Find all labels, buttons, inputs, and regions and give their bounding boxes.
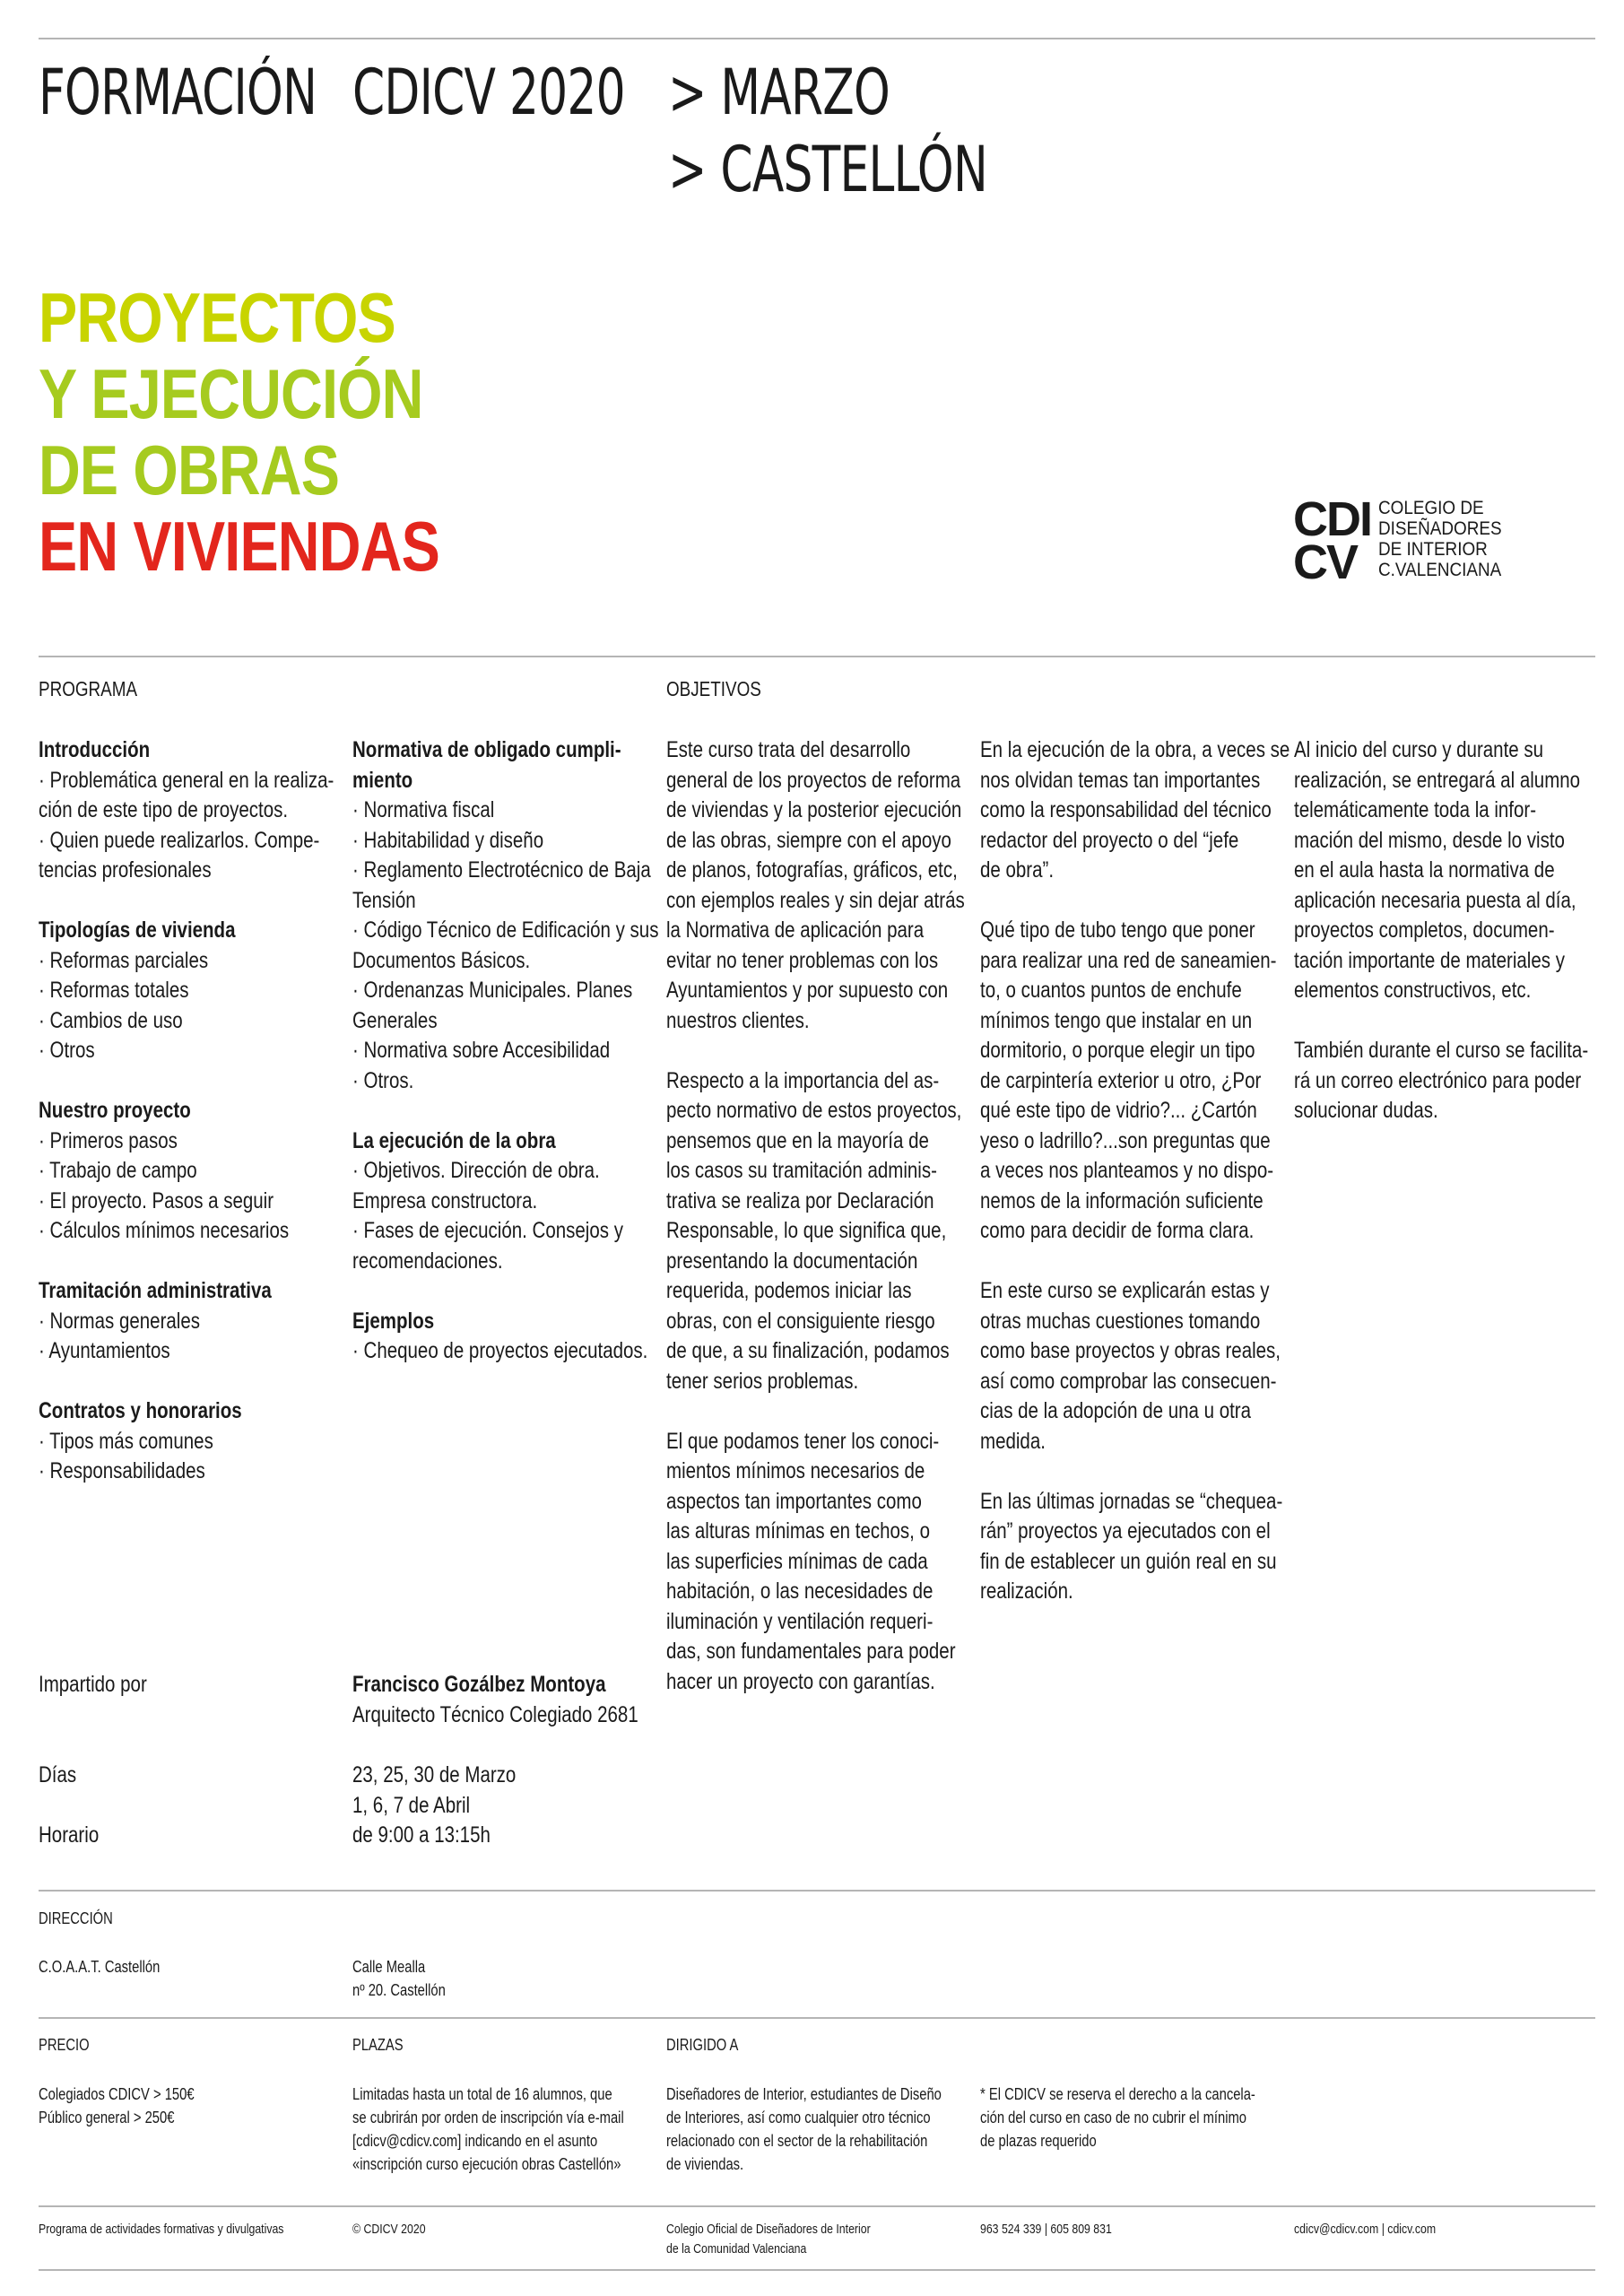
objetivos-line: las alturas mínimas en techos, o xyxy=(666,1518,930,1544)
objetivos-line: Ayuntamientos y por supuesto con xyxy=(666,978,949,1003)
address-line: Calle Mealla xyxy=(352,1958,426,1976)
objetivos-line: mientos mínimos necesarios de xyxy=(666,1458,925,1483)
objetivos-line: de obra”. xyxy=(980,857,1055,883)
dias-label: Días xyxy=(39,1762,77,1787)
impartido-label: Impartido por xyxy=(39,1672,147,1697)
programa-group xyxy=(352,735,658,1096)
objetivos-line: rá un correo electrónico para poder xyxy=(1294,1067,1582,1093)
logo-text-line: DISEÑADORES xyxy=(1378,518,1502,539)
header-location xyxy=(668,54,987,208)
objetivos-line: de carpintería exterior u otro, ¿Por xyxy=(980,1067,1262,1093)
programa-item: · Reformas totales xyxy=(39,978,189,1003)
programa-heading: Ejemplos xyxy=(352,1308,435,1334)
nota-line: ción del curso en caso de no cubrir el mínimo xyxy=(980,2109,1246,2126)
programa-item: · Reglamento Electrotécnico de Baja xyxy=(352,857,651,883)
objetivos-line: dormitorio, o porque elegir un tipo xyxy=(980,1038,1255,1063)
programa-heading: La ejecución de la obra xyxy=(352,1127,556,1153)
objetivos-line: Este curso trata del desarrollo xyxy=(666,737,911,762)
programa-heading: Introducción xyxy=(39,737,151,762)
objetivos-line: hacer un proyecto con garantías. xyxy=(666,1668,935,1694)
footer-org-line: Colegio Oficial de Diseñadores de Interior xyxy=(666,2222,871,2237)
header-formacion: FORMACIÓN xyxy=(39,56,317,129)
objetivos-line: En las últimas jornadas se “chequea- xyxy=(980,1488,1283,1514)
programa-label: PROGRAMA xyxy=(39,677,138,700)
header-city: > CASTELLÓN xyxy=(668,133,987,206)
precio-divider xyxy=(39,2205,1595,2207)
programa-item: · Ordenanzas Municipales. Planes xyxy=(352,978,633,1003)
programa-item: · Normativa sobre Accesibilidad xyxy=(352,1038,611,1063)
objetivos-paragraph xyxy=(1294,1036,1588,1126)
dirigido-line: Diseñadores de Interior, estudiantes de Diseño xyxy=(666,2085,942,2103)
direccion-label: DIRECCIÓN xyxy=(39,1909,113,1927)
objetivos-line: iluminación y ventilación requeri- xyxy=(666,1608,934,1634)
objetivos-line: redactor del proyecto o del “jefe xyxy=(980,827,1239,853)
programa-item: · Chequeo de proyectos ejecutados. xyxy=(352,1338,648,1363)
objetivos-paragraph xyxy=(980,1276,1290,1457)
objetivos-line: aspectos tan importantes como xyxy=(666,1488,922,1514)
programa-heading: Contratos y honorarios xyxy=(39,1398,242,1423)
precio-block xyxy=(39,2083,195,2129)
programa-group xyxy=(39,735,334,886)
plazas-line: «inscripción curso ejecución obras Castellón» xyxy=(352,2155,621,2173)
dirigido-line: de viviendas. xyxy=(666,2155,744,2173)
programa-heading: Nuestro proyecto xyxy=(39,1098,191,1123)
objetivos-line: requerida, podemos iniciar las xyxy=(666,1278,912,1303)
objetivos-line: telemáticamente toda la infor- xyxy=(1294,797,1537,822)
course-title xyxy=(39,280,521,585)
objetivos-line: de las obras, siempre con el apoyo xyxy=(666,827,951,853)
objetivos-line: pecto normativo de estos proyectos, xyxy=(666,1098,962,1123)
teacher-name: Francisco Gozálbez Montoya xyxy=(352,1672,606,1697)
programa-item: · Tipos más comunes xyxy=(39,1428,213,1454)
objetivos-paragraph xyxy=(980,916,1290,1247)
nota-line: de plazas requerido xyxy=(980,2132,1097,2150)
objetivos-line: Al inicio del curso y durante su xyxy=(1294,737,1544,762)
header-month: > MARZO xyxy=(668,56,890,129)
objetivos-line: El que podamos tener los conoci- xyxy=(666,1428,940,1454)
precio-line: Colegiados CDICV > 150€ xyxy=(39,2085,195,2103)
plazas-line: se cubrirán por orden de inscripción vía e-mail xyxy=(352,2109,624,2126)
objetivos-line: rán” proyectos ya ejecutados con el xyxy=(980,1518,1271,1544)
header-edition: CDICV 2020 xyxy=(352,56,625,129)
objetivos-line: cias de la adopción de una u otra xyxy=(980,1398,1252,1423)
objetivos-paragraph xyxy=(1294,735,1588,1006)
objetivos-line: de que, a su finalización, podamos xyxy=(666,1338,950,1363)
objetivos-line: realización. xyxy=(980,1578,1073,1604)
programa-group xyxy=(39,1096,334,1247)
logo-mark xyxy=(1293,492,1371,589)
programa-item: · Ayuntamientos xyxy=(39,1338,170,1363)
objetivos-line: En la ejecución de la obra, a veces se xyxy=(980,737,1290,762)
objetivos-line: para realizar una red de saneamien- xyxy=(980,947,1277,973)
objetivos-line: trativa se realiza por Declaración xyxy=(666,1187,934,1213)
programa-item: · El proyecto. Pasos a seguir xyxy=(39,1187,274,1213)
plazas-label: PLAZAS xyxy=(352,2036,404,2054)
objetivos-line: los casos su tramitación adminis- xyxy=(666,1158,937,1183)
title-line: EN VIVIENDAS xyxy=(39,507,439,586)
programa-group xyxy=(352,1307,658,1367)
programa-item: · Normativa fiscal xyxy=(352,797,495,822)
objetivos-line: con ejemplos reales y sin dejar atrás xyxy=(666,887,965,913)
objetivos-column-3 xyxy=(1294,735,1624,1156)
objetivos-line: yeso o ladrillo?...son preguntas que xyxy=(980,1127,1271,1153)
objetivos-line: nuestros clientes. xyxy=(666,1007,810,1033)
programa-item: · Fases de ejecución. Consejos y xyxy=(352,1218,623,1243)
programa-item: · Responsabilidades xyxy=(39,1458,205,1483)
objetivos-line: obras, con el consiguiente riesgo xyxy=(666,1308,935,1334)
direccion-address xyxy=(352,1955,446,2002)
objetivos-paragraph xyxy=(666,1066,965,1397)
objetivos-line: realización, se entregará al alumno xyxy=(1294,767,1581,793)
programa-item: Documentos Básicos. xyxy=(352,947,531,973)
objetivos-line: a veces nos planteamos y no dispo- xyxy=(980,1158,1274,1183)
dias-line: 23, 25, 30 de Marzo xyxy=(352,1762,517,1787)
cdicv-logo xyxy=(1293,492,1515,589)
programa-item: · Trabajo de campo xyxy=(39,1158,197,1183)
logo-text-line: C.VALENCIANA xyxy=(1378,560,1502,580)
teacher-block xyxy=(352,1670,638,1730)
objetivos-line: tener serios problemas. xyxy=(666,1368,859,1394)
programa-item: · Cambios de uso xyxy=(39,1007,183,1033)
objetivos-line: das, son fundamentales para poder xyxy=(666,1639,956,1664)
objetivos-line: tación importante de materiales y xyxy=(1294,947,1565,973)
bottom-rule xyxy=(39,2269,1595,2271)
programa-heading: Tramitación administrativa xyxy=(39,1278,272,1303)
programa-item: · Código Técnico de Edificación y sus xyxy=(352,918,659,943)
teacher-title: Arquitecto Técnico Colegiado 2681 xyxy=(352,1701,638,1727)
objetivos-line: general de los proyectos de reforma xyxy=(666,767,961,793)
objetivos-line: nos olvidan temas tan importantes xyxy=(980,767,1261,793)
programa-item: · Cálculos mínimos necesarios xyxy=(39,1218,290,1243)
objetivos-paragraph xyxy=(666,1427,965,1698)
objetivos-line: proyectos completos, documen- xyxy=(1294,918,1555,943)
objetivos-line: También durante el curso se facilita- xyxy=(1294,1038,1589,1063)
programa-column-1 xyxy=(39,735,399,1517)
programa-item: ción de este tipo de proyectos. xyxy=(39,797,289,822)
programa-group xyxy=(39,1276,334,1367)
footer-phones: 963 524 339 | 605 809 831 xyxy=(980,2222,1112,2237)
programa-item: · Problemática general en la realiza- xyxy=(39,767,334,793)
plazas-block xyxy=(352,2083,624,2176)
programa-item: Generales xyxy=(352,1007,438,1033)
horario-label: Horario xyxy=(39,1822,100,1848)
objetivos-column-1 xyxy=(666,735,1030,1727)
objetivos-line: mación del mismo, desde lo visto xyxy=(1294,827,1565,853)
logo-text-line: COLEGIO DE xyxy=(1378,498,1484,518)
programa-item: · Reformas parciales xyxy=(39,947,209,973)
horario-value: de 9:00 a 13:15h xyxy=(352,1822,491,1848)
objetivos-line: en el aula hasta la normativa de xyxy=(1294,857,1555,883)
objetivos-line: medida. xyxy=(980,1428,1046,1454)
footer-copyright: © CDICV 2020 xyxy=(352,2222,426,2237)
precio-line: Público general > 250€ xyxy=(39,2109,175,2126)
objetivos-line: mínimos tengo que instalar en un xyxy=(980,1007,1253,1033)
programa-item: · Otros xyxy=(39,1038,95,1063)
programa-group xyxy=(352,1126,658,1277)
programa-heading: Tipologías de vivienda xyxy=(39,918,236,943)
programa-group xyxy=(39,916,334,1066)
objetivos-line: Qué tipo de tubo tengo que poner xyxy=(980,918,1255,943)
footer-org-line: de la Comunidad Valenciana xyxy=(666,2241,807,2257)
nota-block xyxy=(980,2083,1255,2152)
objetivos-line: como base proyectos y obras reales, xyxy=(980,1338,1281,1363)
nota-line: * El CDICV se reserva el derecho a la cancela- xyxy=(980,2085,1255,2103)
objetivos-line: la Normativa de aplicación para xyxy=(666,918,925,943)
logo-mark-bottom: CV xyxy=(1293,535,1358,589)
logo-text-line: DE INTERIOR xyxy=(1378,539,1488,560)
programa-heading: Normativa de obligado cumpli- xyxy=(352,737,621,762)
programa-item: · Normas generales xyxy=(39,1308,201,1334)
plazas-line: Limitadas hasta un total de 16 alumnos, que xyxy=(352,2085,612,2103)
header-divider xyxy=(39,656,1595,657)
logo-text xyxy=(1378,498,1502,580)
programa-group xyxy=(39,1396,334,1487)
footer-contact-link[interactable]: cdicv@cdicv.com | cdicv.com xyxy=(1294,2222,1437,2237)
dirigido-line: relacionado con el sector de la rehabilitación xyxy=(666,2132,928,2150)
dirigido-line: de Interiores, así como cualquier otro técnico xyxy=(666,2109,931,2126)
programa-item: Tensión xyxy=(352,887,416,913)
objetivos-line: presentando la documentación xyxy=(666,1248,918,1274)
dirigido-block xyxy=(666,2083,942,2176)
objetivos-line: aplicación necesaria puesta al día, xyxy=(1294,887,1576,913)
objetivos-line: de viviendas y la posterior ejecución xyxy=(666,797,962,822)
objetivos-line: solucionar dudas. xyxy=(1294,1098,1438,1123)
direccion-name: C.O.A.A.T. Castellón xyxy=(39,1958,161,1976)
programa-heading: miento xyxy=(352,767,413,793)
top-rule xyxy=(39,38,1595,39)
footer-program: Programa de actividades formativas y divulgativas xyxy=(39,2222,284,2237)
objetivos-line: otras muchas cuestiones tomando xyxy=(980,1308,1261,1334)
programa-item: · Quien puede realizarlos. Compe- xyxy=(39,827,320,853)
logo-mark-top: CDI xyxy=(1293,492,1371,546)
programa-item: tencias profesionales xyxy=(39,857,212,883)
objetivos-line: fin de establecer un guión real en su xyxy=(980,1548,1277,1574)
dirigido-label: DIRIGIDO A xyxy=(666,2036,739,2054)
objetivos-paragraph xyxy=(980,735,1290,886)
objetivos-line: En este curso se explicarán estas y xyxy=(980,1278,1270,1303)
objetivos-line: evitar no tener problemas con los xyxy=(666,947,939,973)
objetivos-line: las superficies mínimas de cada xyxy=(666,1548,928,1574)
programa-item: Empresa constructora. xyxy=(352,1187,538,1213)
objetivos-line: nemos de la información suficiente xyxy=(980,1187,1264,1213)
direccion-divider xyxy=(39,2017,1595,2019)
dias-line: 1, 6, 7 de Abril xyxy=(352,1792,471,1818)
objetivos-line: qué este tipo de vidrio?... ¿Cartón xyxy=(980,1098,1257,1123)
plazas-line: [cdicv@cdicv.com] indicando en el asunto xyxy=(352,2132,598,2150)
objetivos-line: de planos, fotografías, gráficos, etc, xyxy=(666,857,958,883)
details-divider xyxy=(39,1890,1595,1892)
programa-item: · Primeros pasos xyxy=(39,1127,178,1153)
footer-organization xyxy=(666,2220,871,2259)
precio-label: PRECIO xyxy=(39,2036,90,2054)
address-line: nº 20. Castellón xyxy=(352,1981,446,1999)
objetivos-label: OBJETIVOS xyxy=(666,677,761,700)
objetivos-line: to, o cuantos puntos de enchufe xyxy=(980,978,1242,1003)
title-line: DE OBRAS xyxy=(39,430,340,509)
programa-item: · Habitabilidad y diseño xyxy=(352,827,544,853)
objetivos-line: habitación, o las necesidades de xyxy=(666,1578,934,1604)
objetivos-paragraph xyxy=(980,1487,1290,1607)
objetivos-line: pensemos que en la mayoría de xyxy=(666,1127,929,1153)
objetivos-paragraph xyxy=(666,735,965,1036)
objetivos-line: Respecto a la importancia del as- xyxy=(666,1067,940,1093)
objetivos-line: como la responsabilidad del técnico xyxy=(980,797,1272,822)
programa-item: · Otros. xyxy=(352,1067,414,1093)
title-line: Y EJECUCIÓN xyxy=(39,354,423,433)
title-line: PROYECTOS xyxy=(39,278,395,357)
programa-item: recomendaciones. xyxy=(352,1248,503,1274)
programa-item: · Objetivos. Dirección de obra. xyxy=(352,1158,600,1183)
objetivos-line: así como comprobar las consecuen- xyxy=(980,1368,1277,1394)
dias-block xyxy=(352,1761,516,1821)
objetivos-line: elementos constructivos, etc. xyxy=(1294,978,1532,1003)
objetivos-line: como para decidir de forma clara. xyxy=(980,1218,1255,1243)
objetivos-line: Responsable, lo que significa que, xyxy=(666,1218,947,1243)
